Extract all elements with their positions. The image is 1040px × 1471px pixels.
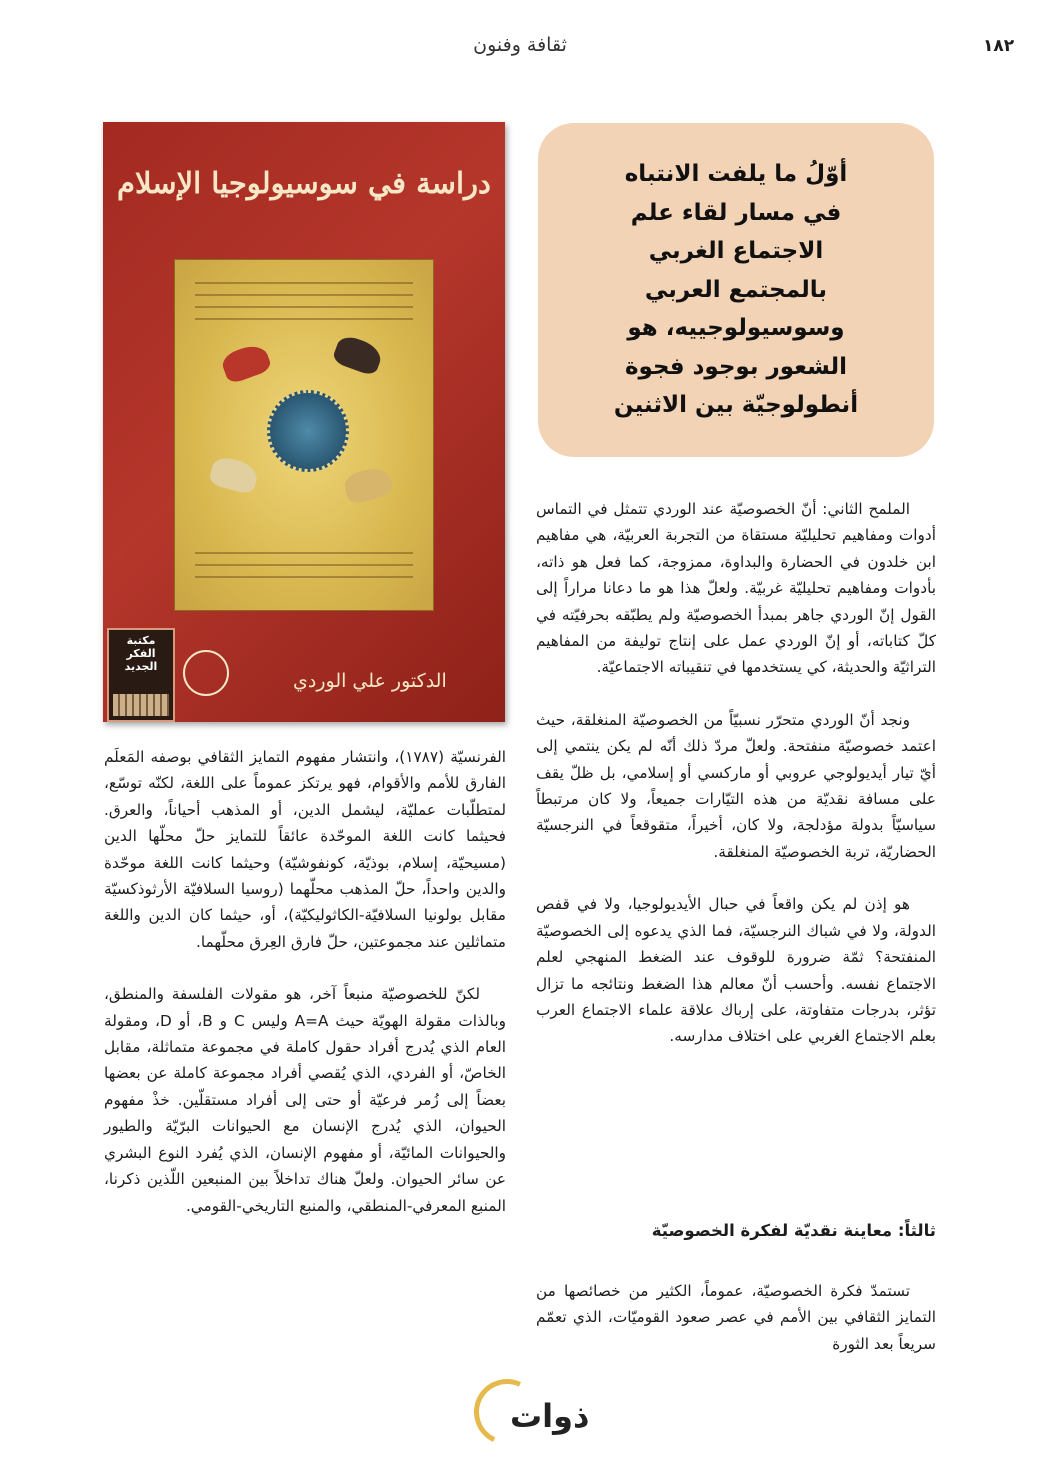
publisher-line: الفكر [126,647,156,660]
pull-quote-box [538,123,934,457]
pull-quote-line: الشعور بوجود فجوة [624,353,848,380]
book-author: الدكتور علي الوردي [293,670,447,692]
footer-logo [474,1379,609,1445]
publisher-line: الجديد [124,660,158,673]
article-column-right-tail [536,1278,936,1357]
pool-illustration [267,390,349,472]
paragraph: الملمح الثاني: أنّ الخصوصيّة عند الوردي تتمثل في التماس أدوات ومفاهيم تحليليّة مستقاة من التجربة العربيّة، هي مفاهيم ابن خلدون في الحضارة والبداوة، ممزوجة، كما فعل هو ذاته، بأدوات ومفاهيم تحليليّة غربيّة. ولعلّ هذا هو ما دعانا مراراً إلى القول إنّ الوردي جاهر بمبدأ الخصوصيّة ولم يطبّقه بحرفيّته في كلّ كتاباته، أو إنّ الوردي عمل على إنتاج توليفة من المفاهيم التراثيّة والحديثة، كي يستخدمها في تنقيباته الاجتماعيّة. [536,500,936,677]
publisher-name [109,634,173,673]
page-number: ١٨٢ [983,36,1015,56]
paragraph: لكنّ للخصوصيّة منبعاً آخر، هو مقولات الفلسفة والمنطق، وبالذات مقولة الهويّة حيث A=A وليس C و B، أو D، ومقولة العام الذي يُدرج أفراد حقول كاملة في مجموعة متماثلة، مقابل الخاصّ، أو الفردي، الذي يُقصي أفراد مجموعة كاملة عن بعضها بعضاً إلى زُمر فرعيّة أو حتى إلى أفراد مستقلّين. خذْ مفهوم الحيوان، الذي يُدرج الإنسان مع الحيوانات البرّيّة والطيور والحيوانات المائيّة، أو مفهوم الإنسان، الذي يُفرد النوع البشري عن سائر الحيوان. ولعلّ هناك تداخلاً بين المنبعين اللّذين ذكرنا، المنبع المعرفي-المنطقي، والمنبع التاريخي-القومي. [104,985,506,1215]
article-column-right [536,496,936,1050]
article-column-left [104,744,506,1219]
pull-quote-line: بالمجتمع العربي [644,276,828,303]
section-heading: ثالثاً: معاينة نقديّة لفكرة الخصوصيّة [651,1221,936,1240]
pull-quote-line: أنطولوجيّة بين الاثنين [613,392,859,419]
book-cover-image [103,122,505,722]
paragraph: الفرنسيّة (١٧٨٧)، وانتشار مفهوم التمايز الثقافي بوصفه المَعلَم الفارق للأمم والأقوام، فهو يرتكز عموماً على اللغة، لكنّه توسّع، لمتطلّبات عمليّة، ليشمل الدين، أو المذهب أحياناً، والعرق. فحيثما كانت اللغة الموحّدة عائقاً للتمايز حلّ محلّها الدين (مسيحيّة، إسلام، بوذيّة، كونفوشيّة) وحيثما كانت اللغة موحّدة والدين واحداً، حلّ المذهب محلّهما (روسيا السلافيّة الأرثوذكسيّة مقابل بولونيا السلافيّة-الكاثوليكيّة)، أو، حيثما كان الدين واللغة متماثلين عند مجموعتين، حلّ فارق العِرق محلّهما. [104,748,507,951]
publisher-badge [107,628,175,722]
bookshelf-icon [113,694,169,716]
book-title: دراسة في سوسيولوجيا الإسلام [117,166,491,200]
logo-text: ذوات [510,1397,590,1435]
pull-quote-line: في مسار لقاء علم [630,199,842,226]
publisher-line: مكتبة [126,634,156,647]
paragraph: تستمدّ فكرة الخصوصيّة، عموماً، الكثير من خصائصها من التمايز الثقافي بين الأمم في عصر صعود القوميّات، الذي تعمّم سريعاً بعد الثورة [536,1282,936,1353]
publisher-emblem-icon [183,650,229,696]
pull-quote-line: أوّلُ ما يلفت الانتباه [624,161,848,188]
book-miniature-painting [174,259,434,611]
pull-quote-text [586,155,886,425]
paragraph: ونجد أنّ الوردي متحرّر نسبيّاً من الخصوصيّة المنغلقة، حيث اعتمد خصوصيّة منفتحة. ولعلّ مردّ ذلك أنّه لم يكن ينتمي إلى أيّ تيار أيديولوجي عروبي أو ماركسي أو إسلامي، بل ظلّ يقف على مسافة نقديّة من هذه التيّارات جميعاً، ولا كان مرتبطاً سياسيّاً بدولة مؤدلجة، ولا كان، أخيراً، متقوقعاً في النرجسيّة الحضاريّة، تربة الخصوصيّة المنغلقة. [536,710,936,861]
section-title: ثقافة وفنون [473,34,567,56]
pull-quote-line: وسوسيولوجييه، هو [627,315,845,342]
paragraph: هو إذن لم يكن واقعاً في حبال الأيديولوجيا، ولا في قفص الدولة، ولا في شباك النرجسيّة، فما الذي يدعوه إلى الخصوصيّة المنفتحة؟ ثمّة ضرورة للوقوف عند الضغط المنهجي لعلم الاجتماع نفسه. وأحسب أنّ معالم هذا الضغط ونتائجه ما تزال تؤثر، بدرجات متفاوتة، على إرباك علاقة علماء الاجتماع العرب بعلم الاجتماع الغربي على اختلاف مدارسه. [536,895,936,1046]
pull-quote-line: الاجتماع الغربي [648,238,824,265]
